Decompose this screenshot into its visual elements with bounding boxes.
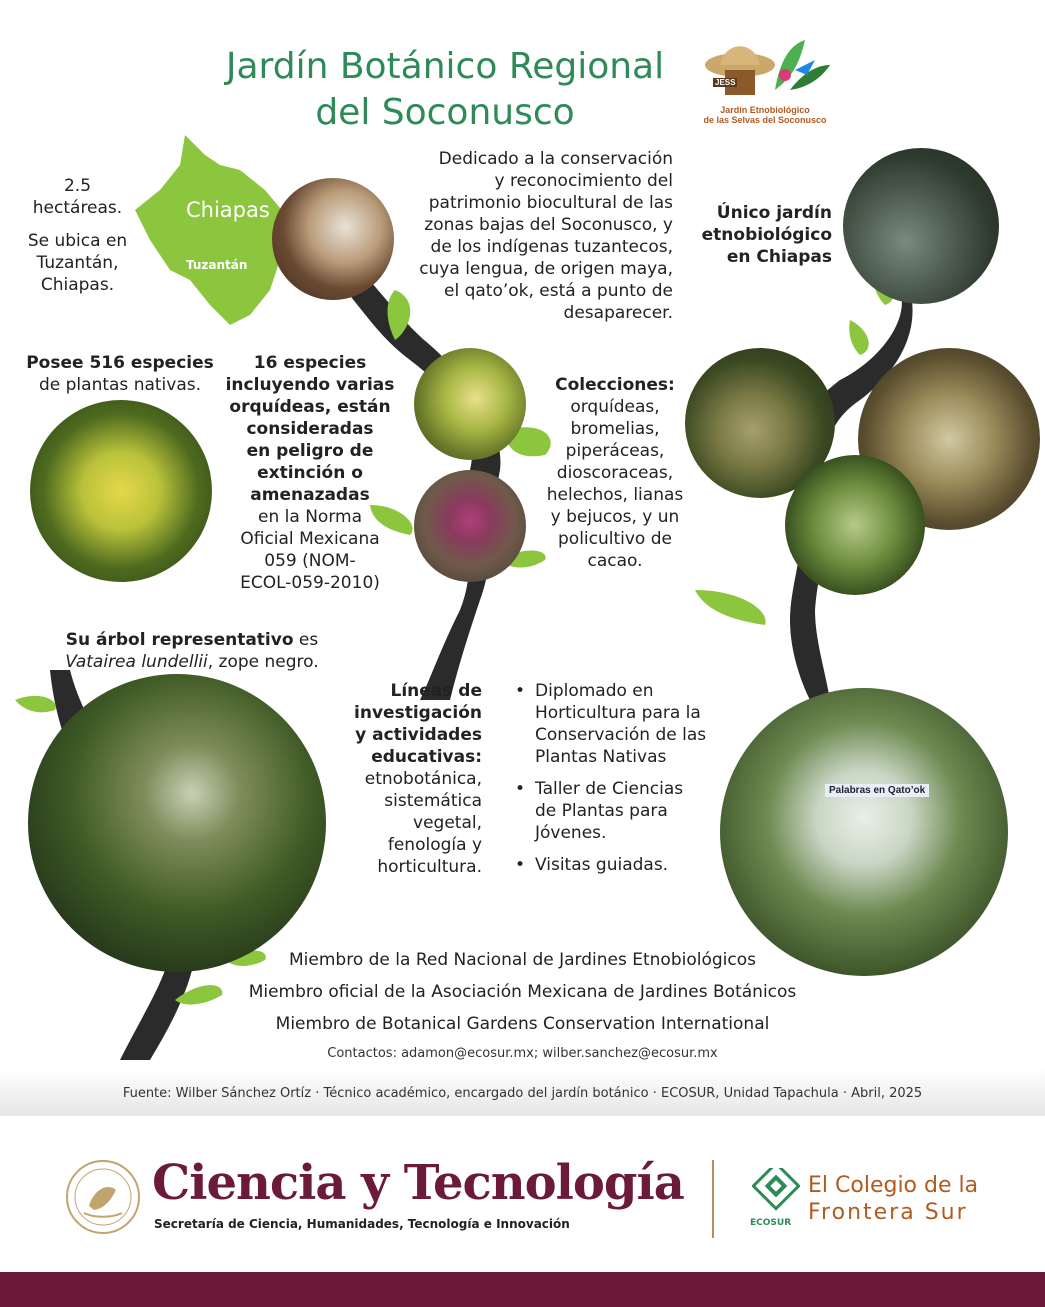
bottom-bar xyxy=(0,1272,1045,1307)
ciencia-logo-text: Ciencia y Tecnología xyxy=(152,1155,684,1211)
footer-divider xyxy=(712,1160,714,1238)
endangered-text: 16 especies incluyendo varias orquídeas, están consideradas en peligro de extinción o amenazadas en la Norma Oficial Mexicana 059 (NOM- ECOL-059-2010) xyxy=(225,353,395,593)
photo-indigenous-people xyxy=(272,178,394,300)
contacts: Contactos: adamon@ecosur.mx; wilber.sanchez@ecosur.mx xyxy=(327,1046,718,1061)
map-town-label: Tuzantán xyxy=(186,258,248,272)
jess-logo-graphic xyxy=(695,30,835,100)
jess-line2: de las Selvas del Soconusco xyxy=(703,115,827,125)
photo-yellow-flowers xyxy=(30,400,212,582)
list-item: • Taller de Ciencias de Plantas para Jóvenes. xyxy=(515,778,715,844)
activities-list xyxy=(515,680,715,886)
membership-3: Miembro de Botanical Gardens Conservation International xyxy=(275,1014,770,1034)
photo-forest xyxy=(28,674,326,972)
memberships xyxy=(200,944,845,1040)
jess-logo xyxy=(695,30,835,128)
membership-2: Miembro oficial de la Asociación Mexicana de Jardines Botánicos xyxy=(248,982,797,1002)
colegio-text: El Colegio de la Frontera Sur xyxy=(808,1173,979,1225)
photo-orchid-bud xyxy=(414,348,526,460)
location-text: Se ubica en Tuzantán, Chiapas. xyxy=(27,231,128,295)
tree-text: Su árbol representativo es Vatairea lundellii, zope negro. xyxy=(65,630,319,672)
membership-1: Miembro de la Red Nacional de Jardines Etnobiológicos xyxy=(289,950,756,970)
jess-line1: Jardín Etnobiológico xyxy=(720,105,810,115)
ecosur-small-text: ECOSUR xyxy=(750,1218,792,1228)
coat-of-arms-icon xyxy=(64,1158,142,1236)
page-title: Jardín Botánico Regional del Soconusco xyxy=(225,46,665,133)
map-state-label: Chiapas xyxy=(186,198,270,222)
jess-abbr: JESS xyxy=(715,78,736,87)
photo-sign: Palabras en Qato’ok xyxy=(825,784,929,797)
source-text: Fuente: Wilber Sánchez Ortíz · Técnico académico, encargado del jardín botánico · ECOSUR, Unidad Tapachula · Abril, 2025 xyxy=(122,1086,923,1101)
photo-seedlings xyxy=(785,455,925,595)
collections-text: Colecciones: orquídeas, bromelias, piperáceas, dioscoraceas, helechos, lianas y bejucos, y un policultivo de cacao. xyxy=(546,375,684,571)
species-text: Posee 516 especies de plantas nativas. xyxy=(26,353,214,395)
unique-garden-text: Único jardín etnobiológico en Chiapas xyxy=(701,203,832,267)
list-item: • Visitas guiadas. xyxy=(515,854,715,876)
list-item: • Diplomado en Horticultura para la Conservación de las Plantas Nativas xyxy=(515,680,715,768)
research-text: Líneas de investigación y actividades educativas: etnobotánica, sistemática vegetal, fenología y horticultura. xyxy=(354,681,482,877)
ecosur-logo-icon xyxy=(752,1168,800,1214)
area-text: 2.5 hectáreas. xyxy=(32,176,123,218)
secretaria-text: Secretaría de Ciencia, Humanidades, Tecnología e Innovación xyxy=(154,1217,570,1231)
photo-group xyxy=(720,688,1008,976)
photo-stream xyxy=(843,148,999,304)
photo-orchid-flower xyxy=(414,470,526,582)
dedication-text: Dedicado a la conservación y reconocimiento del patrimonio biocultural de las zonas bajas del Soconusco, y de los indígenas tuzantecos, cuya lengua, de origen maya, el qato’ok, está a punto de desaparecer. xyxy=(419,149,673,323)
